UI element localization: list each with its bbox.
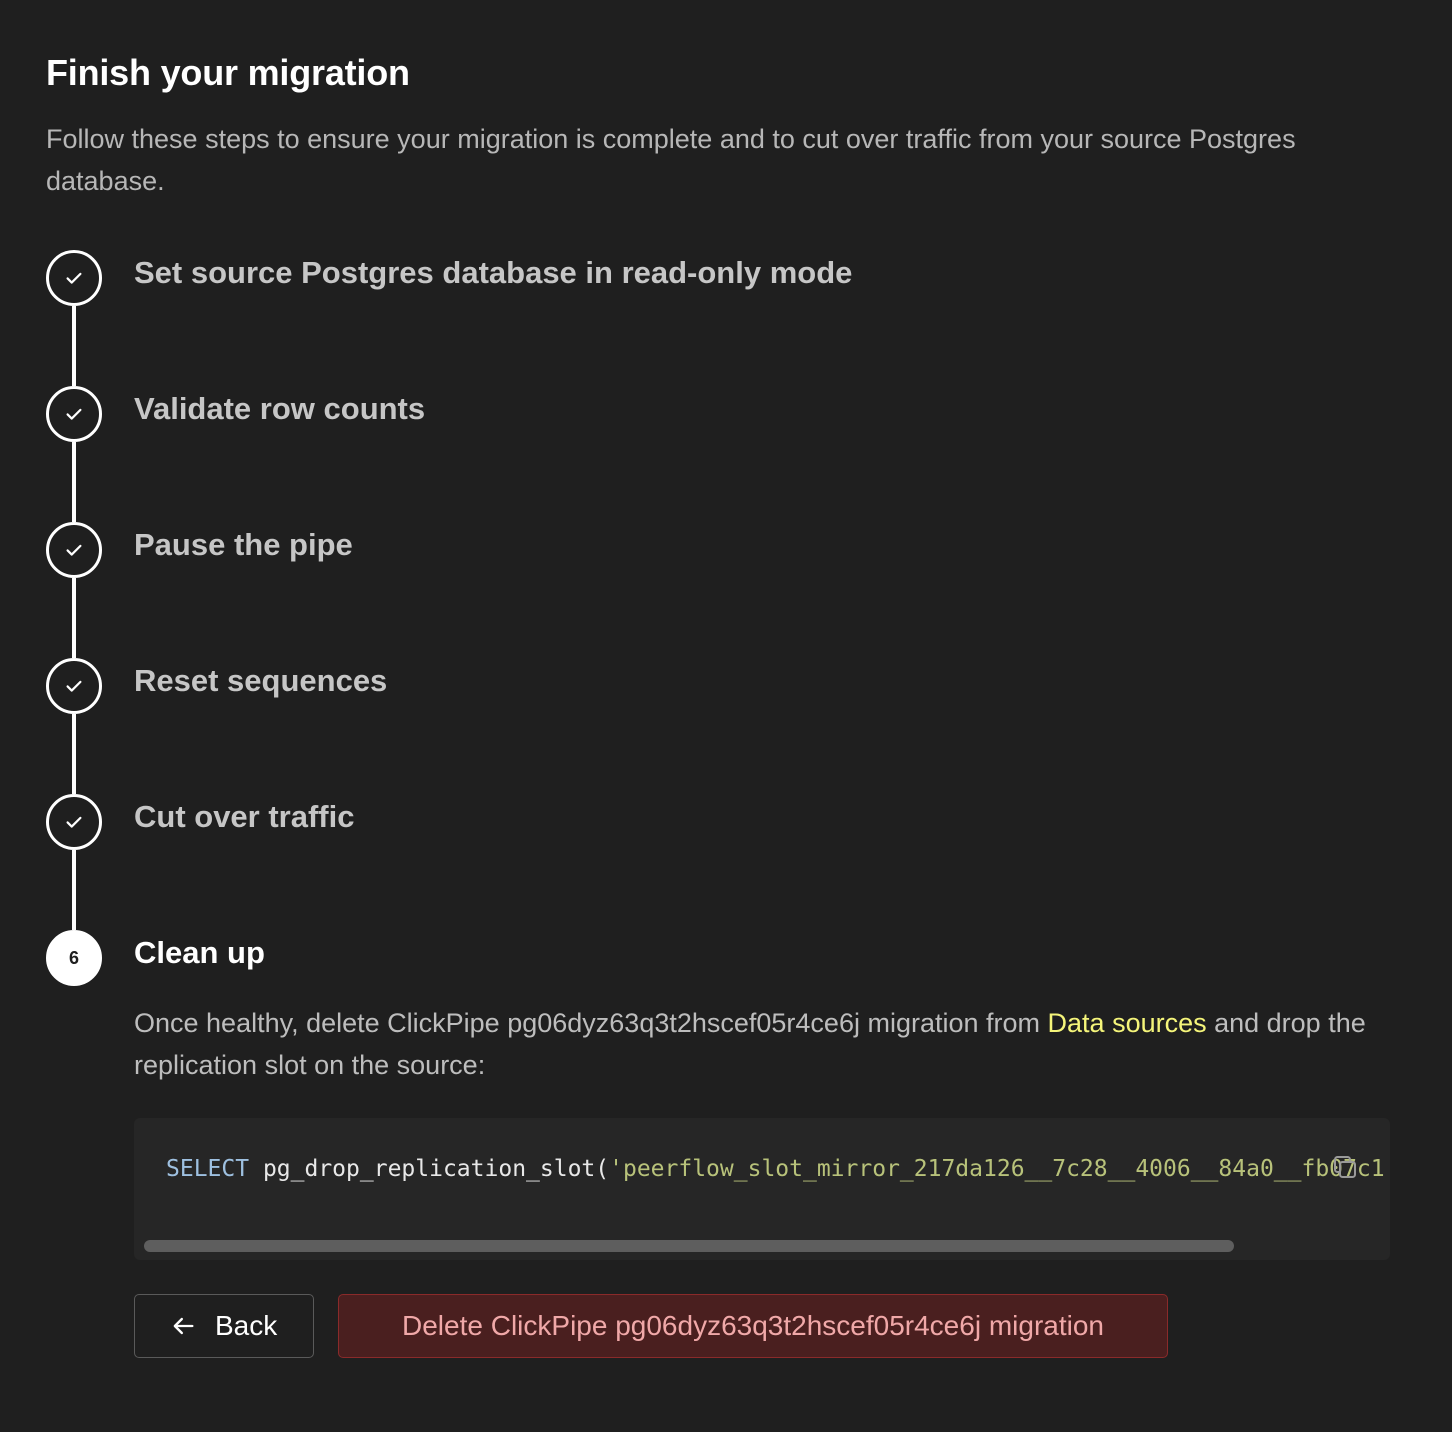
copy-icon[interactable] [1330, 1152, 1360, 1182]
step-title: Pause the pipe [134, 527, 353, 562]
back-button[interactable] [134, 1294, 314, 1358]
step-title: Reset sequences [134, 663, 388, 698]
code-line [166, 1156, 1385, 1182]
page-title: Finish your migration [46, 52, 410, 93]
step-number: 6 [68, 947, 79, 968]
horizontal-scrollbar[interactable] [144, 1240, 1234, 1252]
cleanup-text-after: and drop the replication slot on the source: [134, 1008, 1366, 1080]
step-complete-indicator [46, 522, 102, 578]
code-block [134, 1118, 1390, 1260]
check-icon [63, 267, 85, 289]
check-icon [63, 539, 85, 561]
page-subtitle: Follow these steps to ensure your migration is complete and to cut over traffic from your source Postgres database. [46, 124, 1296, 196]
delete-clickpipe-button[interactable] [338, 1294, 1168, 1358]
check-icon [63, 675, 85, 697]
delete-button-label: Delete ClickPipe pg06dyz63q3t2hscef05r4ce6j migration [402, 1310, 1104, 1341]
data-sources-link[interactable]: Data sources [1047, 1008, 1207, 1038]
code-string: 'peerflow_slot_mirror_217da126__7c28__4006__84a0__fb07c1 [609, 1156, 1385, 1182]
step-connector [72, 714, 76, 794]
check-icon [63, 403, 85, 425]
step-connector [72, 850, 76, 930]
cleanup-description [134, 1002, 1374, 1086]
step-complete-indicator [46, 250, 102, 306]
step-connector [72, 442, 76, 522]
check-icon [63, 811, 85, 833]
step-connector [72, 306, 76, 386]
code-keyword: SELECT [166, 1156, 250, 1182]
step-complete-indicator [46, 658, 102, 714]
step-connector [72, 578, 76, 658]
step-complete-indicator [46, 386, 102, 442]
step-active-indicator [46, 930, 102, 986]
step-title: Set source Postgres database in read-only mode [134, 255, 853, 290]
step-title: Clean up [134, 935, 265, 970]
cleanup-text-before: Once healthy, delete ClickPipe pg06dyz63q3t2hscef05r4ce6j migration from [134, 1008, 1048, 1038]
code-function: pg_drop_replication_slot( [249, 1156, 610, 1182]
arrow-left-icon [169, 1312, 197, 1340]
step-title: Validate row counts [134, 391, 426, 426]
back-button-label: Back [215, 1310, 278, 1341]
step-complete-indicator [46, 794, 102, 850]
step-title: Cut over traffic [134, 799, 355, 834]
